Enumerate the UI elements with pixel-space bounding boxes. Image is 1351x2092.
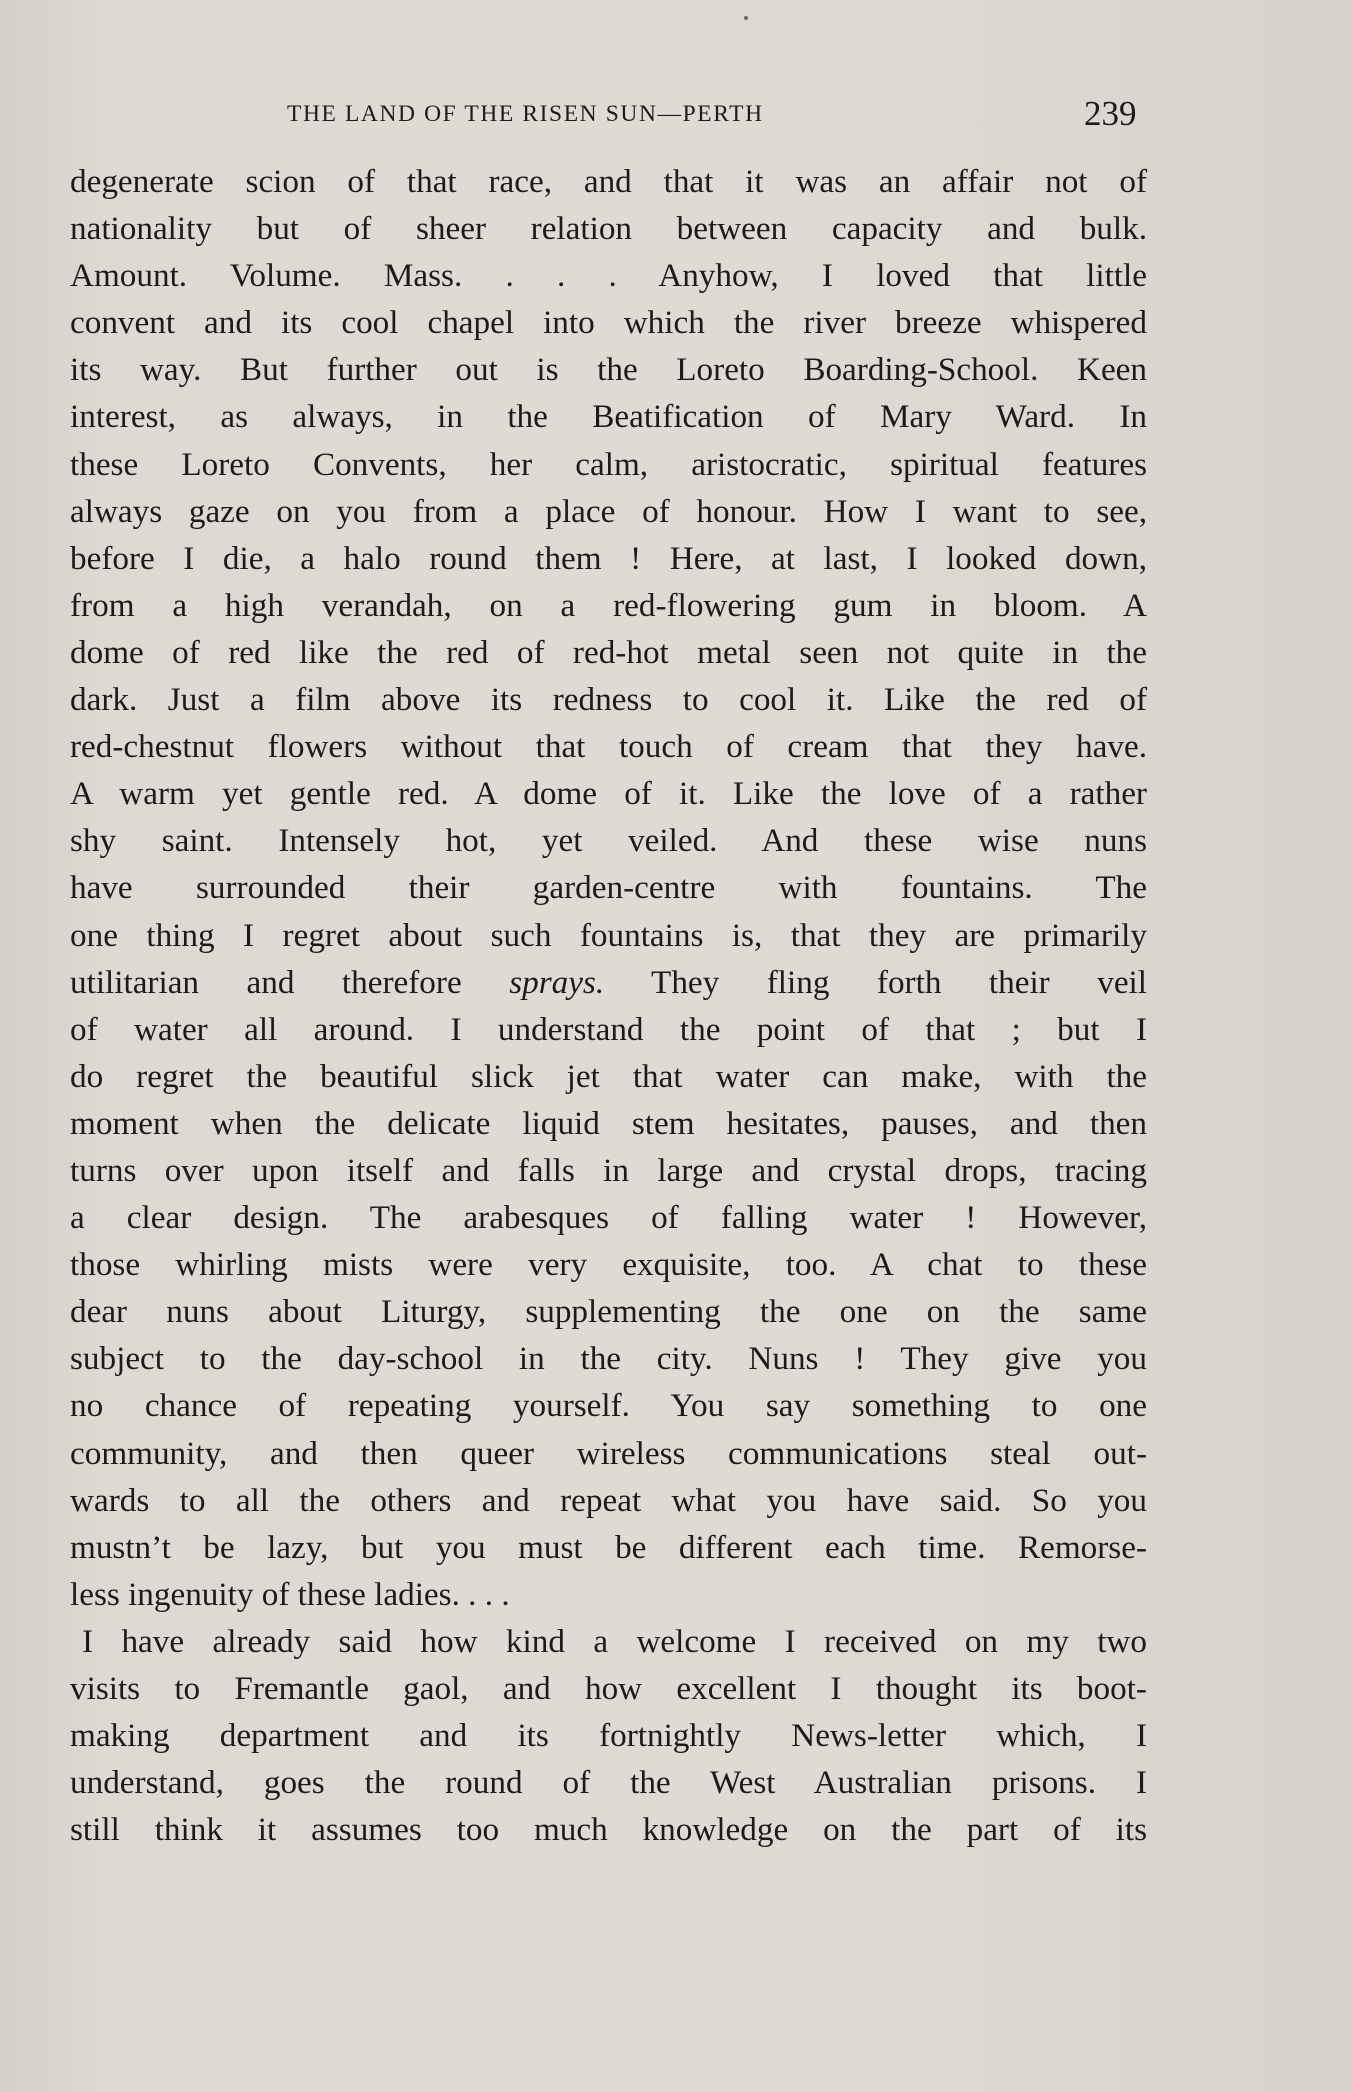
text-line: mustn’t be lazy, but you must be different each time. Remorse- [70,1528,1147,1566]
text-line-with-italic [70,959,1147,1006]
text-line: these Loreto Convents, her calm, aristocratic, spiritual features [70,445,1147,483]
text-line: visits to Fremantle gaol, and how excellent I thought its boot- [70,1670,1147,1707]
text-line: do regret the beautiful slick jet that water can make, with the [70,1057,1147,1095]
page-number: 239 [1084,94,1137,133]
text-line: Amount. Volume. Mass. . . . Anyhow, I loved that little [70,257,1147,295]
text-segment: They fling forth their veil [604,963,1147,1001]
text-segment: utilitarian and therefore [70,963,510,1001]
text-line: dark. Just a film above its redness to cool it. Like the red of [70,681,1147,719]
text-line: moment when the delicate liquid stem hesitates, pauses, and then [70,1104,1147,1142]
text-line: degenerate scion of that race, and that it was an affair not of [70,163,1147,200]
text-line: before I die, a halo round them ! Here, at last, I looked down, [70,539,1147,577]
text-line: of water all around. I understand the point of that ; but I [70,1010,1147,1048]
text-line: dome of red like the red of red-hot metal seen not quite in the [70,633,1147,671]
text-line: community, and then queer wireless communications steal out- [70,1434,1147,1472]
italic-word: sprays. [509,963,605,1001]
text-line: understand, goes the round of the West Australian prisons. I [70,1764,1147,1802]
body-text [70,158,1147,1853]
text-line: dear nuns about Liturgy, supplementing the one on the same [70,1293,1147,1331]
text-line: interest, as always, in the Beatification of Mary Ward. In [70,398,1147,436]
text-line: red-chestnut flowers without that touch of cream that they have. [70,728,1147,766]
ink-speck [744,16,748,20]
text-line: shy saint. Intensely hot, yet veiled. And these wise nuns [70,822,1147,860]
text-line: always gaze on you from a place of honour. How I want to see, [70,492,1147,530]
text-line: convent and its cool chapel into which the river breeze whispered [70,304,1147,342]
paragraph-last-line: less ingenuity of these ladies. . . . [70,1575,510,1613]
paragraph-first-line: I have already said how kind a welcome I received on my two [82,1622,1147,1660]
text-line: from a high verandah, on a red-flowering gum in bloom. A [70,586,1147,624]
text-line: subject to the day-school in the city. Nuns ! They give you [70,1340,1147,1378]
text-line: A warm yet gentle red. A dome of it. Like the love of a rather [70,775,1147,813]
text-line: making department and its fortnightly News-letter which, I [70,1717,1147,1755]
text-line: still think it assumes too much knowledge on the part of its [70,1811,1147,1849]
text-line: nationality but of sheer relation between capacity and bulk. [70,210,1147,248]
text-line: have surrounded their garden-centre with fountains. The [70,869,1147,907]
text-line: a clear design. The arabesques of falling water ! However, [70,1199,1147,1237]
text-line: one thing I regret about such fountains is, that they are primarily [70,916,1147,954]
text-line: those whirling mists were very exquisite, too. A chat to these [70,1246,1147,1284]
text-line: turns over upon itself and falls in large and crystal drops, tracing [70,1151,1147,1189]
text-line: no chance of repeating yourself. You say something to one [70,1387,1147,1425]
running-head: THE LAND OF THE RISEN SUN—PERTH [287,101,764,127]
text-line: its way. But further out is the Loreto Boarding-School. Keen [70,351,1147,389]
text-line: wards to all the others and repeat what you have said. So you [70,1481,1147,1519]
